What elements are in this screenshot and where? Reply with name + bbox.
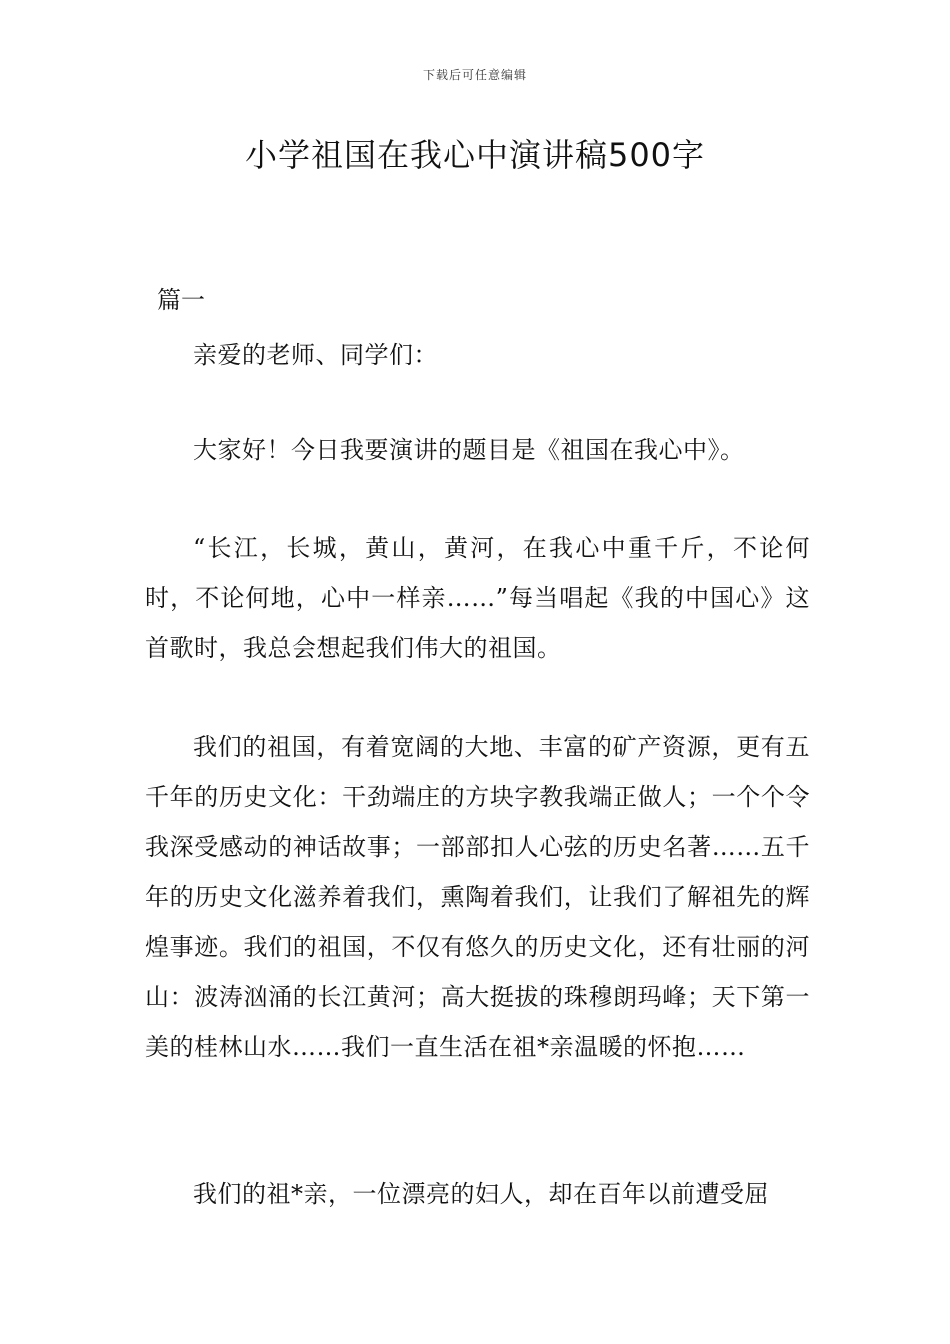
document-title: 小学祖国在我心中演讲稿500字 <box>244 136 706 174</box>
section-label: 篇一 <box>157 286 205 314</box>
paragraph-intro: 大家好！今日我要演讲的题目是《祖国在我心中》。 <box>193 436 745 464</box>
paragraph-mother: 我们的祖*亲，一位漂亮的妇人，却在百年以前遭受屈 <box>193 1180 769 1208</box>
paragraph-history: 我们的祖国，有着宽阔的大地、丰富的矿产资源，更有五千年的历史文化：干劲端庄的方块字教我端正做人；一个个令我深受感动的神话故事；一部部扣人心弦的历史名著……五千年的历史文化滋养着我们，熏陶着我们，让我们了解祖先的辉煌事迹。我们的祖国，不仅有悠久的历史文化，还有壮丽的河山：波涛汹涌的长江黄河；高大挺拔的珠穆朗玛峰；天下第一美的桂林山水……我们一直生活在祖*亲温暖的怀抱…… <box>145 733 810 1061</box>
paragraph-song: “长江，长城，黄山，黄河，在我心中重千斤，不论何时，不论何地，心中一样亲……”每当唱起《我的中国心》这首歌时，我总会想起我们伟大的祖国。 <box>145 534 810 662</box>
header-note: 下载后可任意编辑 <box>422 68 527 82</box>
paragraph-greeting: 亲爱的老师、同学们： <box>193 341 438 369</box>
